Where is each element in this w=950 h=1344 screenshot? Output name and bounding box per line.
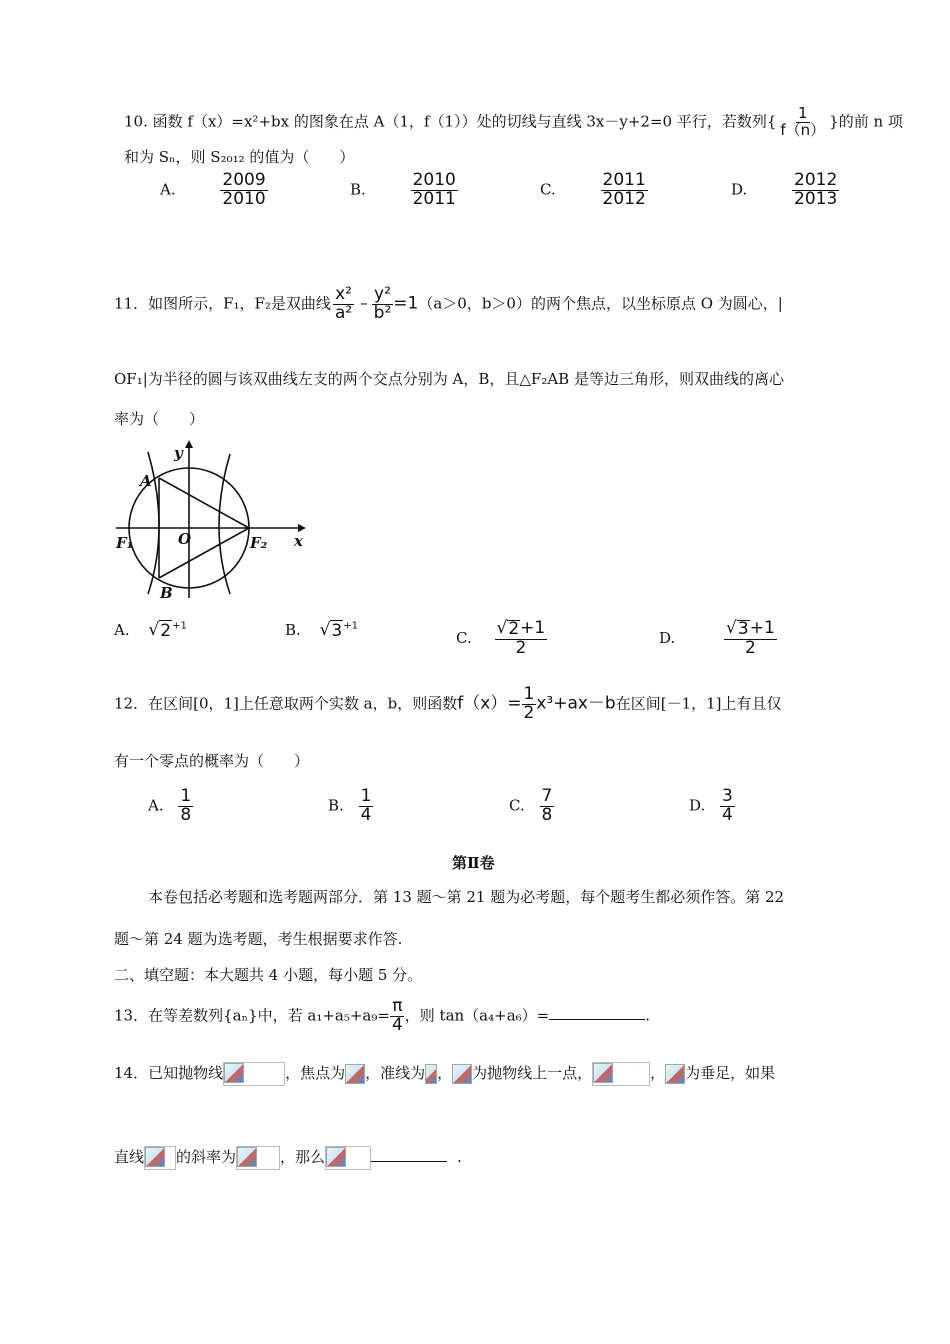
- q14-t3: ，准线为: [365, 1064, 426, 1082]
- sqrt: [726, 620, 750, 639]
- broken-image-icon: [593, 1063, 613, 1083]
- q11-option-b: [285, 620, 358, 641]
- label-a: A: [140, 472, 152, 490]
- frac-den: 4: [722, 804, 733, 825]
- q10-line1: [124, 106, 903, 139]
- q10-option-a: [160, 172, 268, 209]
- option-fraction: [724, 620, 777, 658]
- q13-text-a: 13．在等差数列{aₙ}中，若 a₁+a₅+a₉=: [114, 1006, 390, 1025]
- frac-den: 2010: [222, 188, 266, 209]
- option-letter: A.: [148, 796, 164, 815]
- q10-fraction: [778, 106, 827, 139]
- broken-image-icon: [425, 1064, 437, 1084]
- section-title: 第Ⅱ卷: [452, 854, 495, 872]
- option-fraction: [540, 788, 555, 825]
- formula-image-slope: [236, 1146, 280, 1170]
- q14-t2: ，焦点为: [285, 1064, 346, 1082]
- q12-option-c: [509, 788, 554, 825]
- q12-fx: f（x）=: [457, 693, 522, 714]
- label-y: y: [174, 444, 183, 462]
- q11-line3: 率为（ ）: [114, 410, 205, 428]
- option-letter: B.: [285, 621, 301, 639]
- q12-line2: 有一个零点的概率为（ ）: [114, 752, 310, 770]
- q11-line1: [114, 286, 783, 323]
- radical-sign: √: [496, 618, 508, 638]
- frac-den: b²: [373, 302, 392, 323]
- option-letter: A.: [160, 180, 176, 199]
- tail: +1: [520, 618, 546, 638]
- label-x: x: [294, 532, 303, 550]
- q12-text-a: 12．在区间[0，1]上任意取两个实数 a，b，则函数: [114, 694, 458, 713]
- broken-image-icon: [145, 1147, 165, 1167]
- radical-sign: √: [319, 620, 331, 640]
- frac-num: y²: [374, 284, 391, 304]
- label-b: B: [160, 584, 173, 600]
- q12-line1: [114, 686, 782, 723]
- option-fraction: [411, 172, 458, 209]
- label-o: O: [178, 530, 192, 548]
- q12-option-d: [689, 788, 735, 825]
- y-arrow: [185, 440, 193, 448]
- option-fraction: [720, 788, 735, 825]
- side-bf2: [159, 528, 249, 578]
- frac-num: x²: [335, 284, 352, 304]
- q14-l2d: .: [457, 1148, 462, 1166]
- q12-half: [522, 686, 537, 723]
- broken-image-icon: [237, 1147, 257, 1167]
- q11-option-a: [114, 620, 187, 641]
- radicand: 2: [160, 621, 172, 641]
- sqrt: [497, 620, 521, 639]
- q10-frac-den: f（n）: [780, 120, 826, 139]
- q11-frac-y: [372, 286, 394, 323]
- label-f2: F₂: [250, 534, 268, 552]
- option-letter: C.: [509, 796, 525, 815]
- radicand: 3: [331, 621, 343, 641]
- x-arrow: [298, 524, 306, 532]
- frac-num: 3: [722, 786, 733, 806]
- q10-option-c: [540, 172, 648, 209]
- option-letter: A.: [114, 621, 130, 639]
- q14-line1: [114, 1062, 775, 1086]
- frac-den: 8: [180, 804, 192, 825]
- hyperbola-figure: [112, 440, 312, 600]
- q10-option-d: [731, 172, 839, 209]
- frac-den: 8: [541, 804, 553, 825]
- frac-num: 2009: [222, 170, 266, 190]
- frac-num: π: [392, 996, 403, 1016]
- section-para1: 本卷包括必考题和选考题两部分．第 13 题～第 21 题为必考题，每个题考生都必须作答。第 22: [148, 888, 785, 906]
- radical-sign: √: [148, 620, 160, 640]
- answer-blank[interactable]: [549, 1019, 645, 1020]
- option-letter: D.: [731, 180, 748, 199]
- q11-frac-x: [333, 286, 354, 323]
- frac-num: [495, 620, 548, 640]
- side-af2: [159, 478, 249, 528]
- option-letter: D.: [659, 628, 676, 647]
- option-fraction: [792, 172, 839, 209]
- frac-num: 1: [523, 684, 535, 704]
- q11-option-d: [659, 620, 777, 658]
- formula-image-parabola: [223, 1062, 285, 1086]
- frac-den: 2011: [412, 188, 456, 209]
- q11-option-c: [456, 620, 547, 658]
- q14-t7: 为垂足，如果: [685, 1064, 776, 1082]
- q13-line: [114, 998, 650, 1035]
- q10-frac-num: 1: [798, 104, 808, 122]
- tail: +1: [172, 620, 187, 632]
- q14-t1: 14．已知抛物线: [114, 1064, 224, 1082]
- option-fraction: [220, 172, 267, 209]
- option-fraction: [359, 788, 374, 825]
- frac-den: a²: [334, 302, 353, 323]
- answer-blank[interactable]: [371, 1161, 447, 1162]
- sqrt: [148, 620, 172, 641]
- q12-expr: x³+ax－b: [536, 693, 616, 714]
- broken-image-icon: [224, 1063, 244, 1083]
- minus-sign: –: [360, 294, 368, 313]
- frac-den: 2: [745, 637, 756, 658]
- broken-image-icon: [345, 1064, 365, 1084]
- option-letter: D.: [689, 796, 706, 815]
- frac-num: 2010: [412, 170, 456, 190]
- option-letter: C.: [540, 180, 556, 199]
- label-f1: F₁: [116, 534, 134, 552]
- option-expr: [320, 620, 358, 640]
- part2-heading: 二、填空题：本大题共 4 小题，每小题 5 分。: [114, 966, 423, 984]
- option-expr: [148, 620, 186, 640]
- broken-image-icon: [452, 1064, 472, 1084]
- sqrt: [320, 620, 344, 641]
- q14-t4: ，: [437, 1064, 453, 1082]
- frac-num: 2011: [602, 170, 646, 190]
- frac-num: 1: [180, 786, 192, 806]
- option-fraction: [495, 620, 548, 658]
- q14-line2: [114, 1146, 462, 1170]
- q10-line2: 和为 Sₙ，则 S₂₀₁₂ 的值为（ ）: [124, 148, 355, 166]
- q14-l2c: ，那么: [280, 1148, 326, 1166]
- q12-option-b: [328, 788, 373, 825]
- q12-text-b: 在区间[－1，1]上有且仅: [615, 694, 782, 713]
- q10-text-b: }的前 n 项: [829, 112, 903, 131]
- frac-num: 1: [360, 786, 372, 806]
- option-fraction: [601, 172, 648, 209]
- q10-option-b: [350, 172, 458, 209]
- frac-den: 2: [515, 637, 527, 658]
- frac-den: 2013: [794, 188, 838, 209]
- formula-image-answer: [325, 1146, 371, 1170]
- q11-line2: OF₁|为半径的圆与该双曲线左支的两个交点分别为 A，B，且△F₂AB 是等边三角形，则双曲线的离心: [114, 370, 784, 388]
- q10-text-a: 10. 函数 f（x）=x²+bx 的图象在点 A（1，f（1））处的切线与直线 3x－y+2=0 平行，若数列{: [124, 112, 777, 131]
- frac-den: 4: [360, 804, 372, 825]
- radicand: 2: [508, 619, 520, 639]
- formula-image-line: [144, 1146, 176, 1170]
- tail: +1: [343, 620, 358, 632]
- frac-den: 2: [523, 702, 535, 723]
- q14-t6: ，: [650, 1064, 666, 1082]
- q11-text-a: 11．如图所示，F₁，F₂是双曲线: [114, 294, 331, 313]
- radicand: 3: [737, 619, 749, 639]
- frac-num: 2012: [794, 170, 838, 190]
- option-fraction: [178, 788, 193, 825]
- q14-l2b: 的斜率为: [176, 1148, 237, 1166]
- formula-image-condition: [592, 1062, 650, 1086]
- q13-text-b: ，则 tan（a₄+a₆）=: [404, 1006, 550, 1025]
- frac-num: [724, 620, 777, 640]
- option-letter: B.: [350, 180, 366, 199]
- section-para2: 题～第 24 题为选考题，考生根据要求作答.: [114, 930, 403, 948]
- q12-option-a: [148, 788, 193, 825]
- option-letter: C.: [456, 628, 472, 647]
- frac-den: 4: [391, 1014, 403, 1035]
- tail: +1: [749, 618, 775, 638]
- q13-end: .: [645, 1006, 651, 1025]
- option-letter: B.: [328, 796, 344, 815]
- q13-pi-over-4: [390, 998, 405, 1035]
- frac-den: 2012: [602, 188, 646, 209]
- broken-image-icon: [326, 1147, 346, 1167]
- q14-t5: 为抛物线上一点，: [472, 1064, 593, 1082]
- q14-l2a: 直线: [114, 1148, 145, 1166]
- radical-sign: √: [726, 618, 737, 638]
- q11-eq: =1: [393, 293, 419, 314]
- broken-image-icon: [665, 1064, 685, 1084]
- q11-text-b: （a＞0，b＞0）的两个焦点，以坐标原点 O 为圆心，|: [418, 294, 783, 313]
- frac-num: 7: [541, 786, 553, 806]
